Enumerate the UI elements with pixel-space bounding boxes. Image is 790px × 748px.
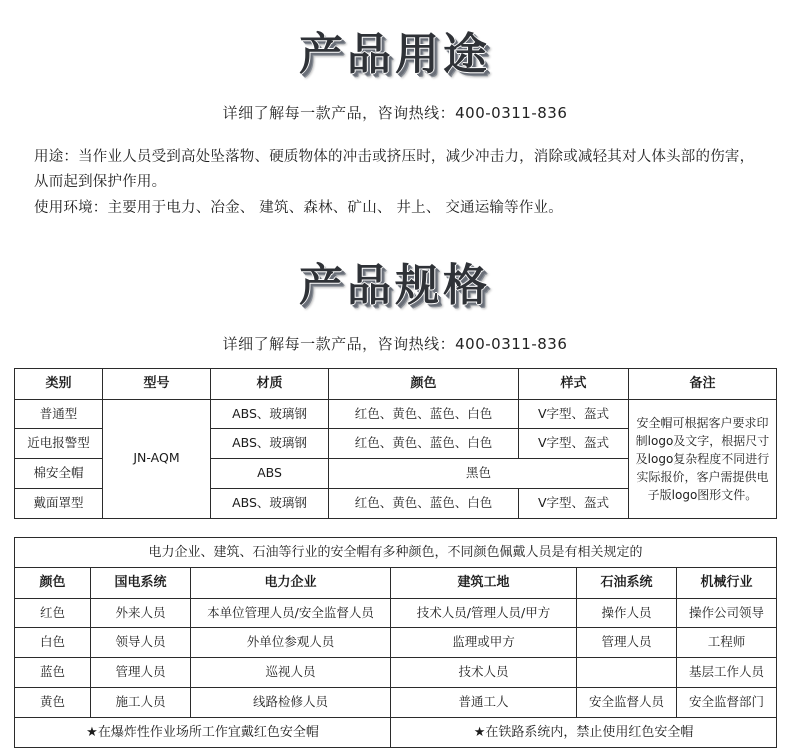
table-row <box>15 628 777 658</box>
spec-section-header <box>0 249 790 313</box>
color-cell-petroleum: 操作人员 <box>577 598 677 628</box>
color-table-footnote-row <box>15 717 777 748</box>
table-row <box>15 658 777 688</box>
spec-cell-color: 黑色 <box>329 459 629 489</box>
spec-table-wrapper <box>14 368 776 519</box>
spec-header-remark: 备注 <box>629 369 777 400</box>
spec-cell-color: 红色、黄色、蓝色、白色 <box>329 488 519 518</box>
color-table <box>14 537 777 748</box>
usage-paragraph-1: 用途：当作业人员受到高处坠落物、硬质物体的冲击或挤压时，减少冲击力，消除或减轻其对人体头部的伤害，从而起到保护作用。 <box>34 149 755 191</box>
color-cell-power-company: 线路检修人员 <box>191 687 391 717</box>
color-cell-power-company: 本单位管理人员/安全监督人员 <box>191 598 391 628</box>
color-cell-machinery: 基层工作人员 <box>677 658 777 688</box>
color-cell-construction-site: 技术人员/管理人员/甲方 <box>391 598 577 628</box>
spec-cell-category: 普通型 <box>15 399 103 429</box>
color-cell-state-grid: 管理人员 <box>91 658 191 688</box>
color-table-banner: 电力企业、建筑、石油等行业的安全帽有多种颜色，不同颜色佩戴人员是有相关规定的 <box>15 537 777 568</box>
color-cell-color: 蓝色 <box>15 658 91 688</box>
color-cell-construction-site: 监理或甲方 <box>391 628 577 658</box>
spec-cell-style: V字型、盔式 <box>519 429 629 459</box>
color-cell-state-grid: 领导人员 <box>91 628 191 658</box>
color-cell-color: 白色 <box>15 628 91 658</box>
color-footnote-2: ★在铁路系统内，禁止使用红色安全帽 <box>391 717 777 748</box>
spec-header-model: 型号 <box>103 369 211 400</box>
spec-cell-style: V字型、盔式 <box>519 399 629 429</box>
spec-header-category: 类别 <box>15 369 103 400</box>
color-cell-state-grid: 施工人员 <box>91 687 191 717</box>
spec-cell-color: 红色、黄色、蓝色、白色 <box>329 429 519 459</box>
color-cell-construction-site: 普通工人 <box>391 687 577 717</box>
color-header-petroleum: 石油系统 <box>577 568 677 599</box>
color-cell-petroleum: 安全监督人员 <box>577 687 677 717</box>
spec-heading: 产品规格 <box>299 260 491 312</box>
color-header-color: 颜色 <box>15 568 91 599</box>
spec-cell-material: ABS、玻璃钢 <box>211 399 329 429</box>
color-header-construction-site: 建筑工地 <box>391 568 577 599</box>
spec-table-header-row <box>15 369 777 400</box>
color-table-header-row <box>15 568 777 599</box>
spec-cell-category: 棉安全帽 <box>15 459 103 489</box>
spec-cell-material: ABS <box>211 459 329 489</box>
usage-paragraph-2: 使用环境：主要用于电力、冶金、 建筑、森林、矿山、 井上、 交通运输等作业。 <box>34 199 563 216</box>
usage-paragraphs <box>34 145 756 221</box>
color-cell-construction-site: 技术人员 <box>391 658 577 688</box>
table-row <box>15 687 777 717</box>
product-detail-page <box>0 18 790 740</box>
color-cell-petroleum: 管理人员 <box>577 628 677 658</box>
spec-cell-material: ABS、玻璃钢 <box>211 488 329 518</box>
color-header-power-company: 电力企业 <box>191 568 391 599</box>
usage-heading: 产品用途 <box>299 29 491 80</box>
color-table-wrapper <box>14 537 776 748</box>
color-cell-color: 黄色 <box>15 687 91 717</box>
spec-cell-remark: 安全帽可根据客户要求印制logo及文字，根据尺寸及logo复杂程度不同进行实际报价，客户需提供电子版logo图形文件。 <box>629 399 777 518</box>
color-cell-power-company: 外单位参观人员 <box>191 628 391 658</box>
color-cell-petroleum <box>577 658 677 688</box>
table-row <box>15 598 777 628</box>
spec-cell-category: 戴面罩型 <box>15 488 103 518</box>
spec-table <box>14 368 777 519</box>
color-cell-state-grid: 外来人员 <box>91 598 191 628</box>
color-cell-machinery: 安全监督部门 <box>677 687 777 717</box>
spec-header-style: 样式 <box>519 369 629 400</box>
color-cell-machinery: 工程师 <box>677 628 777 658</box>
spec-cell-category: 近电报警型 <box>15 429 103 459</box>
color-header-machinery: 机械行业 <box>677 568 777 599</box>
color-header-state-grid: 国电系统 <box>91 568 191 599</box>
color-table-banner-row <box>15 537 777 568</box>
spec-cell-model: JN-AQM <box>103 399 211 518</box>
spec-header-color: 颜色 <box>329 369 519 400</box>
table-row <box>15 399 777 429</box>
spec-cell-material: ABS、玻璃钢 <box>211 429 329 459</box>
color-cell-machinery: 操作公司领导 <box>677 598 777 628</box>
color-footnote-1: ★在爆炸性作业场所工作宜戴红色安全帽 <box>15 717 391 748</box>
usage-section-header <box>0 18 790 82</box>
color-cell-color: 红色 <box>15 598 91 628</box>
color-cell-power-company: 巡视人员 <box>191 658 391 688</box>
spec-cell-color: 红色、黄色、蓝色、白色 <box>329 399 519 429</box>
spec-cell-style: V字型、盔式 <box>519 488 629 518</box>
spec-subheading: 详细了解每一款产品，咨询热线：400-0311-836 <box>222 335 568 354</box>
spec-header-material: 材质 <box>211 369 329 400</box>
usage-subheading: 详细了解每一款产品，咨询热线：400-0311-836 <box>222 104 568 122</box>
